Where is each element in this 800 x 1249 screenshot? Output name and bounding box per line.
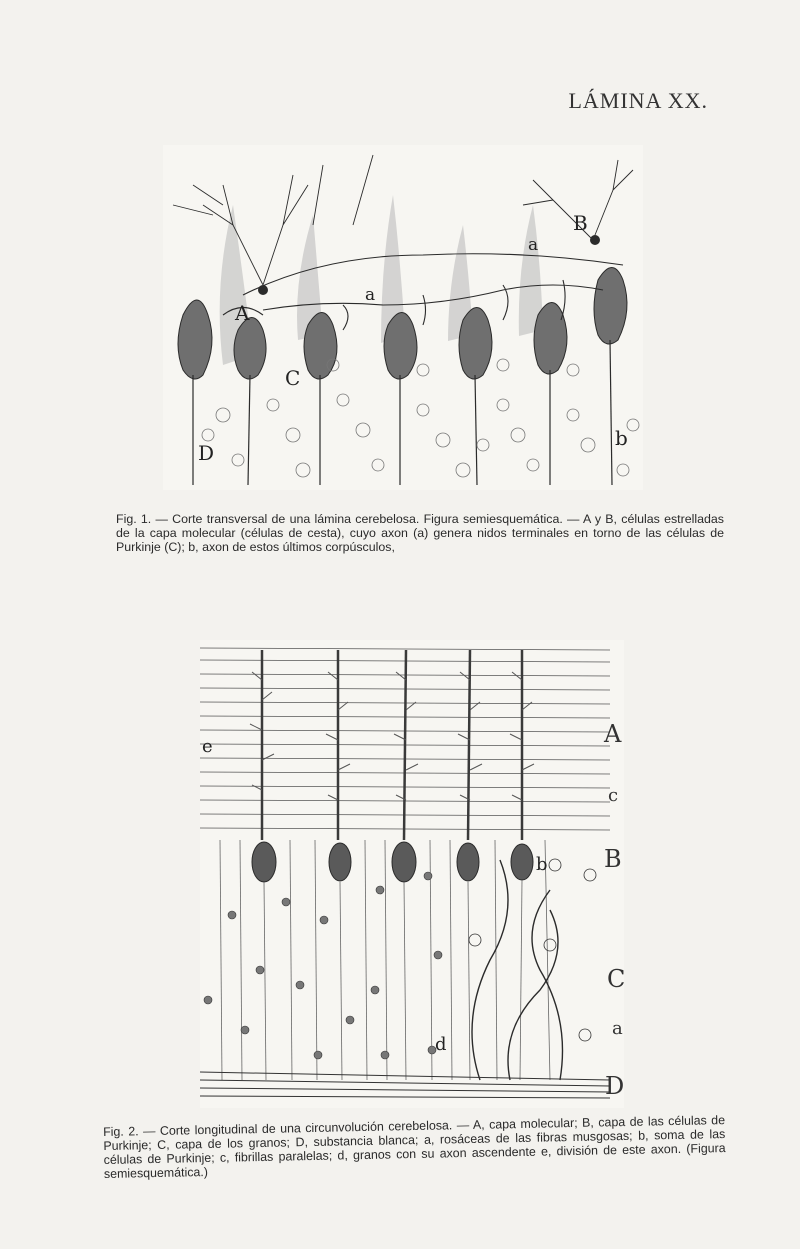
fig2-label-b: b — [536, 854, 548, 875]
figure-2-caption: Fig. 2. — Corte longitudinal de una circunvolución cerebelosa. — A, capa molecular; B, capa de las células de Purkinje; C, capa de los granos; D, substancia blanca; a, rosáceas de las fibras musgosas; b, soma de las células de Purkinje; c, fibrillas paralelas; d, granos con su axon ascendente e, división de este axon. (Figura semiesquemática.) — [103, 1113, 726, 1181]
fig1-label-C: C — [285, 366, 301, 390]
figure-1-drawing — [163, 145, 643, 490]
fig2-label-d: d — [435, 1034, 447, 1055]
fig2-label-D: D — [605, 1072, 625, 1100]
fig1-label-D: D — [198, 441, 215, 465]
fig2-label-B: B — [604, 845, 622, 873]
fig2-label-e: e — [202, 736, 213, 757]
plate-title: LÁMINA XX. — [568, 88, 708, 113]
figure-1-caption: Fig. 1. — Corte transversal de una lámina cerebelosa. Figura semiesquemática. — A y B, células estrelladas de la capa molecular (células de cesta), cuyo axon (a) genera nidos terminales en torno de las células de Purkinje (C); b, axon de estos últimos corpúsculos, — [116, 512, 724, 554]
fig2-label-a: a — [612, 1018, 623, 1039]
figure-1-illustration — [163, 145, 643, 490]
fig1-label-a-lower: a — [365, 285, 376, 305]
fig1-label-A: A — [235, 301, 250, 325]
fig1-label-B: B — [573, 211, 588, 235]
figure-2-drawing — [200, 640, 624, 1108]
fig2-label-A: A — [604, 720, 622, 748]
fig1-label-a-upper: a — [528, 235, 539, 255]
fig2-label-C: C — [607, 965, 626, 993]
fig1-label-b: b — [615, 426, 628, 450]
fig2-label-c: c — [608, 785, 619, 806]
figure-2-illustration — [200, 640, 624, 1108]
